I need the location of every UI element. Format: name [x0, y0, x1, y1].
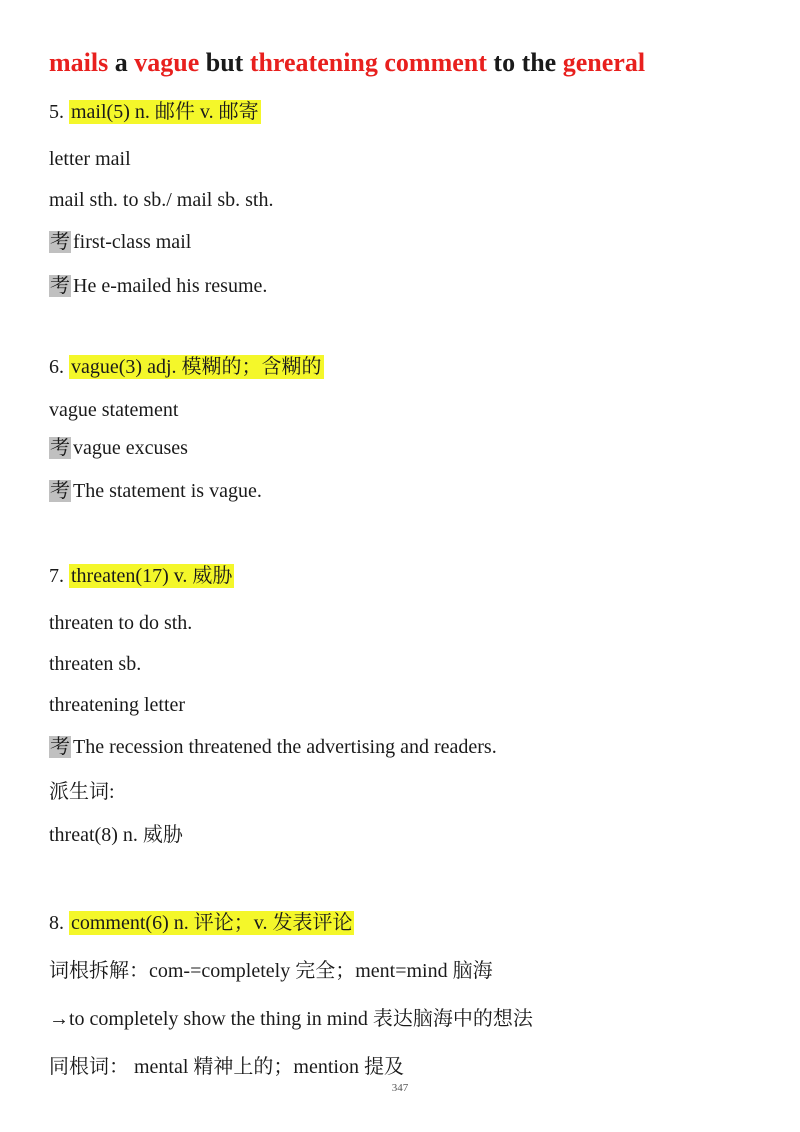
exam-marker: 考	[50, 437, 70, 459]
entry-8-meaning: →to completely show the thing in mind 表达脑海中的想法	[49, 1008, 533, 1030]
title-word-general: general	[562, 48, 646, 77]
entry-7-phrase-3: threatening letter	[49, 694, 186, 716]
exam-marker: 考	[50, 231, 70, 253]
entry-headword: vague(3) adj. 模糊的；含糊的	[71, 356, 322, 378]
entry-5-exam-line-2	[49, 272, 267, 300]
entry-7-derived-word: threat(8) n. 威胁	[49, 824, 183, 846]
page-number: 347	[391, 1082, 409, 1094]
entry-7-derived-label: 派生词:	[49, 781, 115, 803]
entry-6-phrase-1: vague statement	[49, 399, 179, 421]
title-word-mails: mails	[49, 48, 109, 77]
entry-7-heading	[49, 562, 234, 590]
entry-number: 5.	[49, 101, 69, 123]
entry-5-exam-line-1	[49, 228, 191, 256]
exam-phrase: first-class mail	[73, 231, 192, 253]
entry-headword: mail(5) n. 邮件 v. 邮寄	[71, 101, 259, 123]
title-word-to-the: to the	[486, 48, 563, 77]
title-word-a: a	[108, 48, 135, 77]
entry-7-phrase-2: threaten sb.	[49, 653, 142, 675]
entry-8-cognates: 同根词： mental 精神上的；mention 提及	[49, 1056, 404, 1078]
title-word-threatening-comment: threatening comment	[249, 48, 487, 77]
entry-8-root-breakdown: 词根拆解：com-=completely 完全；ment=mind 脑海	[49, 960, 493, 982]
entry-6-exam-line-1	[49, 434, 188, 462]
entry-6-heading	[49, 353, 324, 381]
entry-number: 6.	[49, 356, 69, 378]
entry-5-phrase-2: mail sth. to sb./ mail sb. sth.	[49, 189, 274, 211]
entry-headword: comment(6) n. 评论；v. 发表评论	[71, 912, 353, 934]
entry-5-heading	[49, 98, 261, 126]
page-title	[49, 48, 645, 78]
entry-number: 8.	[49, 912, 69, 934]
entry-7-phrase-1: threaten to do sth.	[49, 612, 193, 634]
exam-phrase: He e-mailed his resume.	[73, 275, 268, 297]
entry-6-exam-line-2	[49, 477, 262, 505]
entry-8-heading	[49, 909, 354, 937]
exam-phrase: vague excuses	[73, 437, 188, 459]
entry-headword: threaten(17) v. 威胁	[71, 565, 233, 587]
exam-marker: 考	[50, 275, 70, 297]
entry-7-exam-line-1	[49, 733, 497, 761]
entry-5-phrase-1: letter mail	[49, 148, 131, 170]
exam-phrase: The statement is vague.	[73, 480, 262, 502]
entry-number: 7.	[49, 565, 69, 587]
title-word-but: but	[199, 48, 250, 77]
exam-marker: 考	[50, 736, 70, 758]
exam-marker: 考	[50, 480, 70, 502]
title-word-vague: vague	[134, 48, 200, 77]
exam-phrase: The recession threatened the advertising and readers.	[73, 736, 497, 758]
